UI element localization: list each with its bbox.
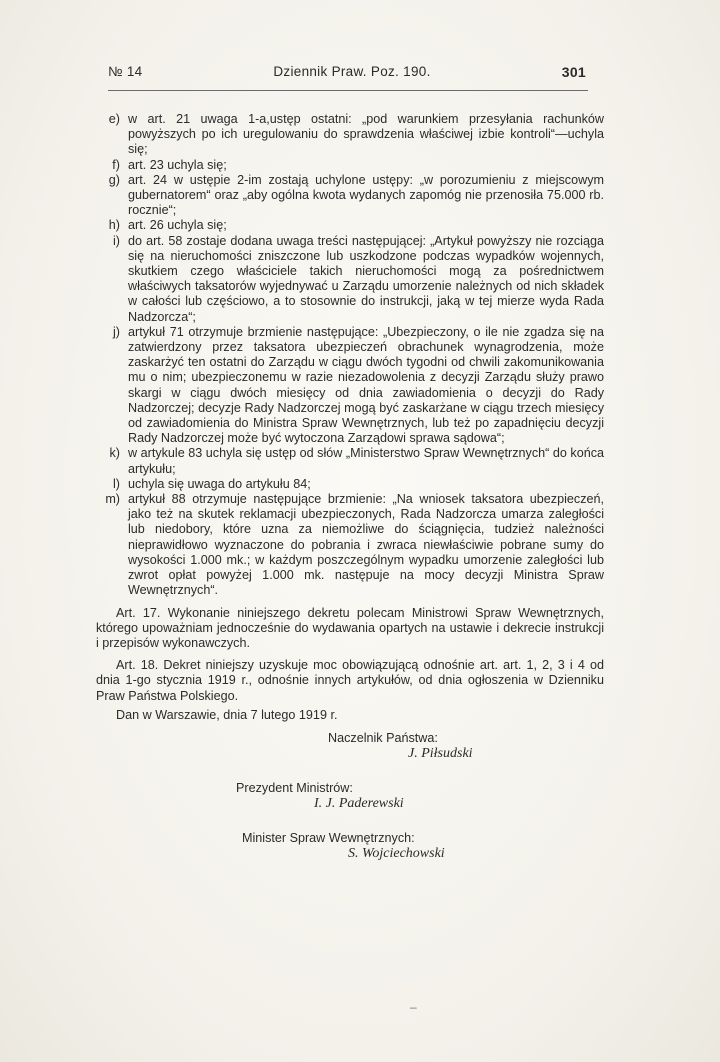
list-item: [94, 173, 604, 219]
signature-head-of-state: [328, 731, 473, 761]
signature-prime-minister: [236, 781, 404, 811]
list-item: [94, 492, 604, 598]
issue-number: № 14: [108, 64, 143, 79]
item-label: k): [109, 446, 120, 461]
footer-mark: –: [410, 1000, 417, 1014]
article-18: Art. 18. Dekret niniejszy uzyskuje moc obowiązującą odnośnie art. art. 1, 2, 3 i 4 od dnia 1-go stycznia 1919 r., odnośnie innych artykułów, od dnia ogłoszenia w Dzienniku Praw Państwa Polskiego.: [96, 658, 604, 703]
list-item: [94, 218, 604, 233]
list-item: [94, 325, 604, 447]
page-number: 301: [561, 64, 586, 80]
item-text: artykuł 88 otrzymuje następujące brzmienie: „Na wniosek taksatora ubezpieczeń, jako też na skutek reklamacji ubezpieczonych, Rada Nadzorcza umarza zaległości lub niedobory, które uzna za niemożliwe do ściągnięcia, tudzież należności nieprawidłowo wyznaczone do pobrania i zwraca niewłaściwie pobrane sumy do wysokości 1.000 mk.; w każdym poszczególnym wypadku umorzenie zaległości lub zwrot opłat powyżej 1.000 mk. następuje na mocy decyzji Ministra Spraw Wewnętrznych“.: [128, 492, 604, 598]
item-label: l): [113, 476, 120, 491]
item-text: art. 26 uchyla się;: [128, 218, 227, 233]
signature-title: Prezydent Ministrów:: [236, 780, 353, 795]
item-label: e): [108, 112, 120, 126]
page-header: [108, 64, 596, 84]
list-item: [94, 112, 604, 158]
item-text: artykuł 71 otrzymuje brzmienie następujące: „Ubezpieczony, o ile nie zgadza się na zatwierdzony przez taksatora ubezpieczeń obrachunek wynagrodzenia, może zaskarżyć ten ostatni do Zarządu w ciągu dwóch tygodni od chwili zakomunikowania mu o nim; ubezpieczonemu w razie niezadowolenia z decyzji Zarządu służy prawo skargi w ciągu dwóch miesięcy od dnia zawiadomienia o decyzji do Rady Nadzorczej; decyzje Rady Nadzorczej mogą być zaskarżane w ciągu trzech miesięcy od zawiadomienia do Ministra Spraw Wewnętrznych, lub też po zapadnięciu decyzji Rady Nadzorczej może być wytoczona Zarządowi sprawa sądowa“;: [128, 324, 604, 446]
signature-name: S. Wojciechowski: [348, 846, 445, 862]
item-text: art. 24 w ustępie 2-im zostają uchylone ustępy: „w porozumieniu z miejscowym gubernatorem“ oraz „aby ogólna kwota wydanych zapomóg nie przenosiła 75.000 rb. rocznie“;: [128, 172, 604, 218]
list-item: [94, 477, 604, 492]
list-item: [94, 446, 604, 476]
document-body: [94, 112, 604, 881]
signature-name: J. Piłsudski: [408, 746, 473, 762]
list-item: [94, 158, 604, 173]
item-text: w art. 21 uwaga 1-a,ustęp ostatni: „pod warunkiem przesyłania rachunków powyższych po ich uregulowaniu do sprawdzenia właściwej izbie kontroli“—uchyla się;: [128, 112, 604, 157]
signing-place-date: Dan w Warszawie, dnia 7 lutego 1919 r.: [116, 707, 338, 722]
signature-title: Naczelnik Państwa:: [328, 730, 438, 745]
item-label: g): [108, 172, 120, 187]
list-item: [94, 234, 604, 325]
signature-name: I. J. Paderewski: [314, 796, 404, 812]
item-label: i): [113, 233, 120, 248]
item-text: uchyla się uwaga do artykułu 84;: [128, 476, 311, 491]
signature-interior-minister: [242, 831, 445, 861]
item-text: w artykule 83 uchyla się ustęp od słów „Ministerstwo Spraw Wewnętrznych“ do końca artykułu;: [128, 446, 604, 476]
header-rule: [108, 90, 588, 91]
journal-title: Dziennik Praw. Poz. 190.: [273, 64, 431, 79]
item-label: j): [113, 324, 120, 339]
item-text: art. 23 uchyla się;: [128, 157, 227, 172]
item-label: f): [112, 157, 120, 172]
signature-block: [94, 731, 604, 881]
article-17: Art. 17. Wykonanie niniejszego dekretu polecam Ministrowi Spraw Wewnętrznych, którego upoważniam jednocześnie do wydawania opartych na ustawie i dekrecie instrukcji i przepisów wykonawczych.: [96, 605, 604, 650]
item-text: do art. 58 zostaje dodana uwaga treści następującej: „Artykuł powyższy nie rozciąga się na nieruchomości zniszczone lub uszkodzone podczas wypadków wojennych, skutkiem czego właściciele takich nieruchomości mogą za pośrednictwem właściwych taksatorów wyjednywać u Zarządu umorzenie należnych od nich składek w całości lub częściowo, a to stosownie do instrukcji, jaką w tej mierze wyda Rada Nadzorcza“;: [128, 233, 604, 324]
signature-title: Minister Spraw Wewnętrznych:: [242, 830, 415, 845]
item-label: h): [108, 218, 120, 233]
item-label: m): [105, 492, 120, 507]
